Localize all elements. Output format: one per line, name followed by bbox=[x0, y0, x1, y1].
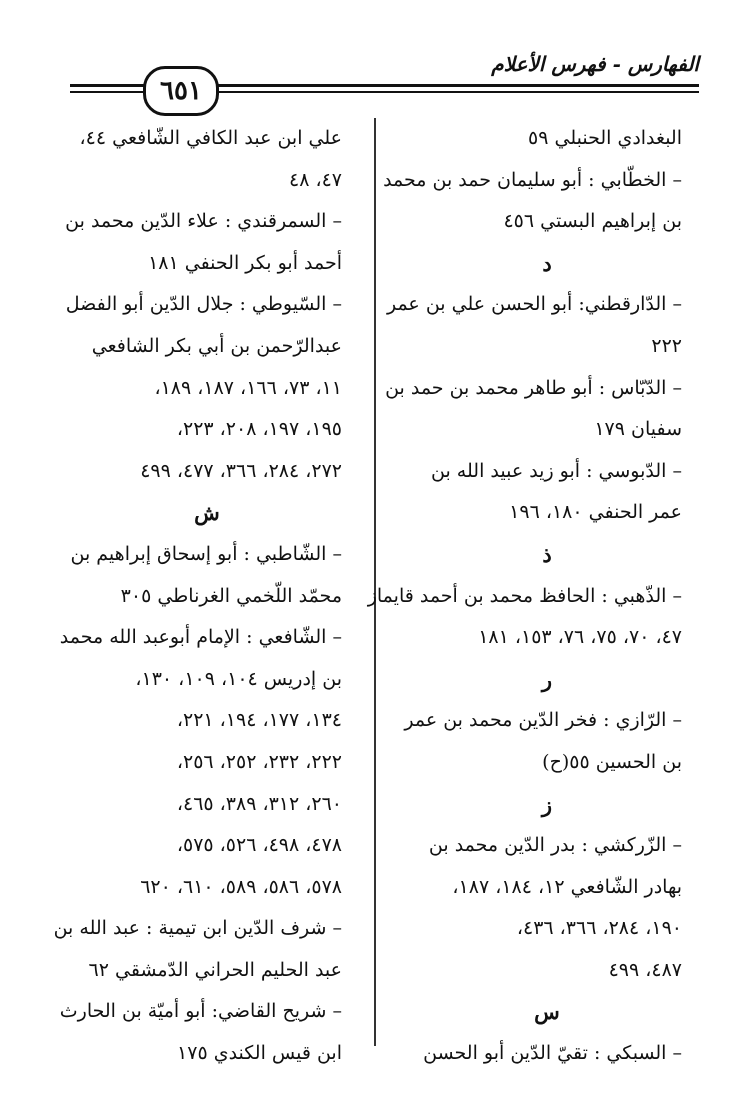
index-line: عمر الحنفي ١٨٠، ١٩٦ bbox=[509, 501, 682, 524]
section-letter: ر bbox=[541, 666, 553, 692]
index-line: بن الحسين ٥٥(ح) bbox=[542, 750, 682, 773]
index-line: ٢٧٢، ٢٨٤، ٣٦٦، ٤٧٧، ٤٩٩ bbox=[140, 459, 342, 482]
index-line: ٢٢٢ bbox=[651, 334, 682, 357]
index-line: بن إبراهيم البستي ٤٥٦ bbox=[503, 210, 682, 233]
index-line: – الدّبّاس : أبو طاهر محمد بن حمد بن bbox=[385, 376, 682, 399]
page-number-badge: ٦٥١ bbox=[143, 66, 219, 116]
index-line: ٤٧، ٧٠، ٧٥، ٧٦، ١٥٣، ١٨١ bbox=[478, 626, 682, 649]
index-line: ١١، ٧٣، ١٦٦، ١٨٧، ١٨٩، bbox=[154, 376, 342, 399]
section-letter: ش bbox=[194, 500, 220, 526]
index-line: البغدادي الحنبلي ٥٩ bbox=[528, 127, 682, 149]
running-header-title: الفهارس - فهرس الأعلام bbox=[491, 52, 699, 76]
index-line: ٥٧٨، ٥٨٦، ٥٨٩، ٦١٠، ٦٢٠ bbox=[140, 875, 342, 898]
index-line: ٤٧، ٤٨ bbox=[288, 168, 342, 191]
index-line: سفيان ١٧٩ bbox=[594, 418, 682, 441]
index-line: ٤٨٧، ٤٩٩ bbox=[608, 958, 682, 981]
section-letter: ز bbox=[541, 791, 553, 817]
index-line: – السّيوطي : جلال الدّين أبو الفضل bbox=[65, 293, 342, 316]
index-line: – شرف الدّين ابن تيمية : عبد الله بن bbox=[53, 917, 342, 940]
section-letter: ذ bbox=[542, 541, 552, 567]
index-line: – السمرقندي : علاء الدّين محمد بن bbox=[65, 210, 342, 233]
index-line: – السبكي : تقيّ الدّين أبو الحسن bbox=[423, 1042, 682, 1065]
index-line: بن إدريس ١٠٤، ١٠٩، ١٣٠، bbox=[135, 667, 342, 690]
index-line: – الذّهبي : الحافظ محمد بن أحمد قايماز bbox=[367, 584, 682, 607]
index-line: – الخطّابي : أبو سليمان حمد بن محمد bbox=[383, 168, 682, 191]
left-column bbox=[53, 118, 342, 1075]
index-line: ٢٦٠، ٣١٢، ٣٨٩، ٤٦٥، bbox=[176, 792, 342, 815]
index-line: – الشّاطبي : أبو إسحاق إبراهيم بن bbox=[70, 542, 342, 565]
index-line: ٤٧٨، ٤٩٨، ٥٢٦، ٥٧٥، bbox=[176, 834, 342, 857]
section-letter: د bbox=[542, 250, 552, 276]
index-line: – الشّافعي : الإمام أبوعبد الله محمد bbox=[59, 626, 342, 649]
index-line: ١٩٠، ٢٨٤، ٣٦٦، ٤٣٦، bbox=[516, 917, 682, 940]
index-line: ٢٢٢، ٢٣٢، ٢٥٢، ٢٥٦، bbox=[176, 750, 342, 773]
index-line: ١٣٤، ١٧٧، ١٩٤، ٢٢١، bbox=[176, 709, 342, 732]
index-line: محمّد اللّخمي الغرناطي ٣٠٥ bbox=[120, 584, 342, 607]
index-line: – الدّبوسي : أبو زيد عبيد الله بن bbox=[431, 459, 682, 482]
index-line: ابن قيس الكندي ١٧٥ bbox=[177, 1042, 342, 1065]
index-line: بهادر الشّافعي ١٢، ١٨٤، ١٨٧، bbox=[452, 875, 682, 898]
index-line: – الزّركشي : بدر الدّين محمد بن bbox=[428, 834, 682, 857]
index-line: – الرّازي : فخر الدّين محمد بن عمر bbox=[404, 709, 682, 732]
index-line: أحمد أبو بكر الحنفي ١٨١ bbox=[148, 251, 342, 274]
index-line: علي ابن عبد الكافي الشّافعي ٤٤، bbox=[79, 127, 342, 149]
index-line: – شريح القاضي: أبو أميّة بن الحارث bbox=[59, 1000, 342, 1023]
section-letter: س bbox=[534, 999, 560, 1025]
index-line: – الدّارقطني: أبو الحسن علي بن عمر bbox=[386, 293, 682, 316]
index-line: ١٩٥، ١٩٧، ٢٠٨، ٢٢٣، bbox=[176, 418, 342, 441]
right-column bbox=[367, 118, 682, 1075]
index-line: عبدالرّحمن بن أبي بكر الشافعي bbox=[91, 334, 342, 357]
index-line: عبد الحليم الحراني الدّمشقي ٦٢ bbox=[88, 958, 342, 981]
